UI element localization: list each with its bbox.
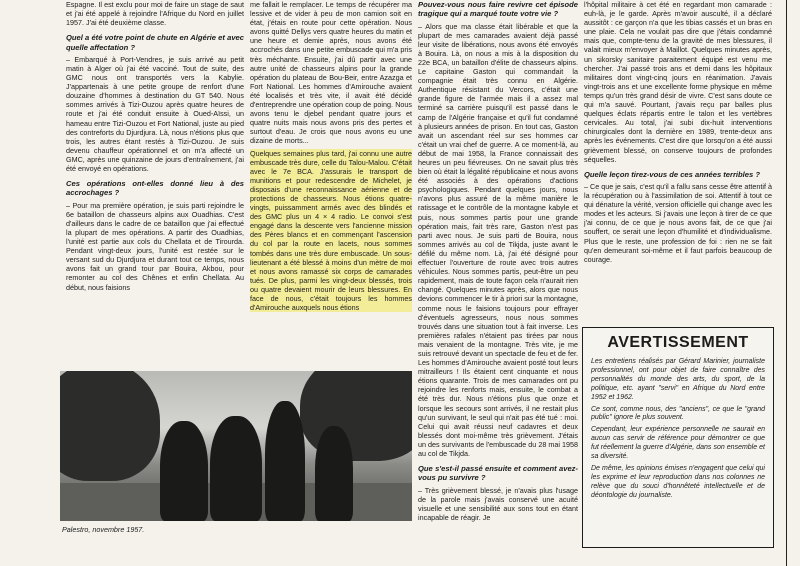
- interview-question: Quel a été votre point de chute en Algérie et avec quelle affectation ?: [66, 33, 244, 52]
- warning-paragraph: Cependant, leur expérience personnelle ne saurait en aucun cas servir de référence pour démontrer ce que fut réellement la guerre d'Algérie, dans son ensemble et sa diversité.: [591, 426, 765, 461]
- warning-paragraph: Les entretiens réalisés par Gérard Marinier, journaliste professionnel, ont pour objet de faire connaître des personnalités du monde des arts, du sport, de la politique, etc. ayant "servi" en Afrique du Nord entre 1952 et 1962.: [591, 358, 765, 401]
- interview-question: Quelle leçon tirez-vous de ces années terribles ?: [584, 169, 760, 179]
- soldier-figure: [160, 421, 208, 521]
- article-column-1: [66, 0, 244, 295]
- article-column-3: [418, 0, 578, 525]
- interview-question: Pouvez-vous nous faire revivre cet épisode tragique qui a marqué toute votre vie ?: [418, 0, 578, 19]
- paragraph: l'hôpital militaire à cet été en regardant mon camarade : euh-là, je le garde. Après m'avoir ausculté, il a déclaré aussitôt : ce garçon n'a que les tibias cassés et un bras en une plaie. Cela ne voulait pas dire que j'étais condamné mais que, compte-tenu de la gravité de mes blessures, il valait mieux m'envoyer à Maillot. Quelques minutes après, un sikorsky sanitaire paraitement équipé est venu me chercher. J'ai passé trois ans et demi dans les hôpitaux militaires dont vingt-cinq jours en réanimation. J'avais vingt-trois ans et une excellente forme physique en même temps qu'un très grand désir de vivre. C'est sans doute ce qui m'a sauvé. Pourtant, j'avais reçu par balles plus quelques éclats répartis entre le talon et les vertèbres cervicales. Au total, j'ai subi dix-huit interventions chirurgicales dont la dernière en 1989, trente-deux ans après les événements. C'est dire que lorsqu'on a été aussi grièvement blessé, on conserve toujours de profondes séquelles.: [584, 0, 772, 164]
- article-column-4: [584, 0, 772, 267]
- article-column-2: [250, 0, 412, 315]
- warning-paragraph: De même, les opinions émises n'engagent que celui qui les exprime et leur reproduction dans nos colonnes ne relève que du souci d'honnêteté intellectuelle et de déontologie du journaliste.: [591, 464, 765, 499]
- paragraph: me fallait le remplacer. Le temps de récupérer ma lessive et de vider à peu de mon camion soit en état, j'étais en route pour cette opération. Nous avons quitté Dellys vers quatre heures du matin et une heure et demie après, nous avons été accrochés dans une petite embuscade qui m'a pris très méchante. Ensuite, j'ai dû partir avec une autre unité de chasseurs alpins pour la grande opération du plateau de Bou-Beir, entre Azazga et Fort National. Les hommes d'Amirouche avaient été localisés et très vite, il avait été décidé d'entreprendre une opération coup de poing. Nous avons tenu le djebel pendant quatre jours et quatre nuits mais nous avons pris des pertes et surtout d'eau. Je crois que nous avons eu une dizaine de morts...: [250, 0, 412, 146]
- soldier-figure: [210, 416, 262, 521]
- paragraph: – Alors que ma classe était libérable et que la plupart de mes camarades avaient déjà passé leur visite de libérations, nous avons été envoyés à Bouira. Là, on nous a mis à la disposition du 22e BCA, un bataillon d'élite de chasseurs alpins. Le capitaine Gaston qui commandait la compagnie était très connu en Algérie. Authentique résistant du Vercors, c'était une grande figure de l'armée mais il a assez mal terminé sa carrière puisqu'il est passé dans le camp de l'Algérie française et qu'il fut condamné à plusieurs années de prison. En tout cas, Gaston avait un ascendant réel sur ses hommes car c'était un vrai chef de guerre. A ce moment-là, au début de mai 1958, la France connaissait des heures un peu fiévreuses. On ne savait plus très bien où était la légalité républicaine et nous avons été associés à des opérations d'actions psychologiques. Pendant quelques jours, nous n'avons plus assuré de la même manière le ratissage et le contrôle de la montagne kabyle et puis, nous sommes partis pour une grande opération mais, fait très rare, Gaston n'est pas parti avec nous. Je suis parti de Bouira, nous sommes arrivés au col de Tikjda, juste avant le défilé du même nom. Là, j'ai été désigné pour effectuer l'ouverture de route avec trois autres véhicules. Nous sommes partis, peut-être un peu rapidement, mais de toute façon cela n'aurait rien changé. Quelques minutes après, alors que nous devions commencer le tir à priori sur la montagne, comme nous le faisions toujours pour effrayer d'éventuels agresseurs, nous nous sommes trouvés dans une situation tout à fait inverse. Les premières rafales n'étaient pas tirées par nous mais venaient de la montagne. Très vite, je me suis retrouvé devant un spectacle de feu et de fer. Les hommes d'Amirouche avaient posté tout leurs mitrailleurs ! Ils étaient cent cinquante et nous étions quarante. Trois de mes camarades ont pu rejoindre les renforts mais, ensuite, le combat a été très dur. Nous n'étions plus que onze et lorsque les secours sont arrivés, il ne restait plus qu'un survivant, le seul qui n'ait pas été tué : moi. Celui qui avait réussi neuf cadavres et deux blessés dont moi-même très grièvement. J'étais un des survivants de l'embuscade du 28 mai 1958 au col de Tikjda.: [418, 21, 578, 458]
- warning-paragraph: Ce sont, comme nous, des "anciens", ce que le "grand public" ignore le plus souvent.: [591, 405, 765, 422]
- interview-question: Que s'est-il passé ensuite et comment avez-vous pu survivre ?: [418, 464, 578, 483]
- warning-title: AVERTISSEMENT: [607, 334, 749, 351]
- soldier-figure: [265, 401, 305, 521]
- paragraph: – Pour ma première opération, je suis parti rejoindre le 6e bataillon de chasseurs alpins aux Ouadhias. C'est d'ailleurs dans le cadre de ce bataillon que j'ai effectué la plupart de mes opérations. A partir des Ouadhias, l'unité est partie aux cols du Chellata et de Tirourda. Pendant vingt-deux jours, l'unité est restée sur le versant sud du Djurdjura et durant tout ce temps, nous avons fait un grand tour par Bouira, Akbou, pour remonter au col des Chênes et enfin Chellata. Au début, nous faisions: [66, 200, 244, 292]
- paragraph: Quelques semaines plus tard, j'ai connu une autre embuscade très dure, celle du Talou-Malou. C'était avec le 7e BCA. J'assurais le transport de munitions et pour redescendre de Michelet, je disposais d'une reconnaissance aérienne et de protections de chasseurs. Nous étions quatre-vingts, puissamment armés avec des blindés et des GMC plus un 4 × 4 radio. Le convoi s'est engagé dans la descente vers l'ancienne mission des Pères blancs et en commençant l'ascension du col par la route en lacets, nous sommes tombés dans une très dure embuscade. Un sous-lieutenant a été blessé à moins d'un mètre de moi et nous avons ramassé six corps de camarades tués. De plus, parmi les vingt-deux blessés, trois ou quatre devaient mourir de leurs blessures. En face de nous, c'était toujours les hommes d'Amirouche auxquels nous étions: [250, 148, 412, 313]
- photo-caption: Palestro, novembre 1957.: [62, 525, 145, 534]
- paragraph: – Embarqué à Port-Vendres, je suis arrivé au petit matin à Alger où j'ai été vacciné. Tout de suite, des GMC nous ont transportés vers la Kabylie. J'appartenais à une petite groupe de renfort d'une douzaine d'hommes à destination du GT 540. Nous sommes arrivés à Tizi-Ouzou après quatre heures de route et j'ai été conduit ensuite à Oued-Aïssi, un hameau entre Tizi-Ouzou et Fort National, juste au pied des contreforts du Djurdjura. Là, nous n'étions plus que trois, les autres étant restés à Tizi-Ouzou. Je suis devenu chauffeur opérationnel et on m'a affecté un GMC, après une quinzaine de jours d'entraînement, j'ai été envoyé en opérations.: [66, 54, 244, 173]
- paragraph: Espagne. Il est exclu pour moi de faire un stage de saut et j'ai été appelé à rejoindre l'Afrique du Nord en juillet 1957. J'ai été deuxième classe.: [66, 0, 244, 28]
- foliage: [60, 371, 160, 481]
- paragraph: – Ce que je sais, c'est qu'il a fallu sans cesse être attentif à la récupération ou à l'assimilation de soi. Attentif à tout ce qui dénature la vérité, version officielle qui change avec les modes et les acteurs. Si j'avais une leçon à tirer de ce que j'ai connu, de ce que je nous avons fait, de ce que j'ai souffert, ce serait une leçon d'humilité et d'individualisme. Plus que le reste, une profession de foi : rien ne se fait qu'en demeurant soi-même et il faut parfois beaucoup de courage.: [584, 181, 772, 264]
- warning-box: [582, 327, 774, 548]
- photo-soldiers: [60, 371, 412, 521]
- page-edge-rule: [786, 0, 787, 566]
- paragraph: – Très grièvement blessé, je n'avais plus l'usage de la parole mais j'avais conservé une acuité visuelle et une sensibilité aux sons tout en étant incapable de réagir. Je: [418, 485, 578, 522]
- interview-question: Ces opérations ont-elles donné lieu à des accrochages ?: [66, 179, 244, 198]
- soldier-figure: [315, 426, 353, 521]
